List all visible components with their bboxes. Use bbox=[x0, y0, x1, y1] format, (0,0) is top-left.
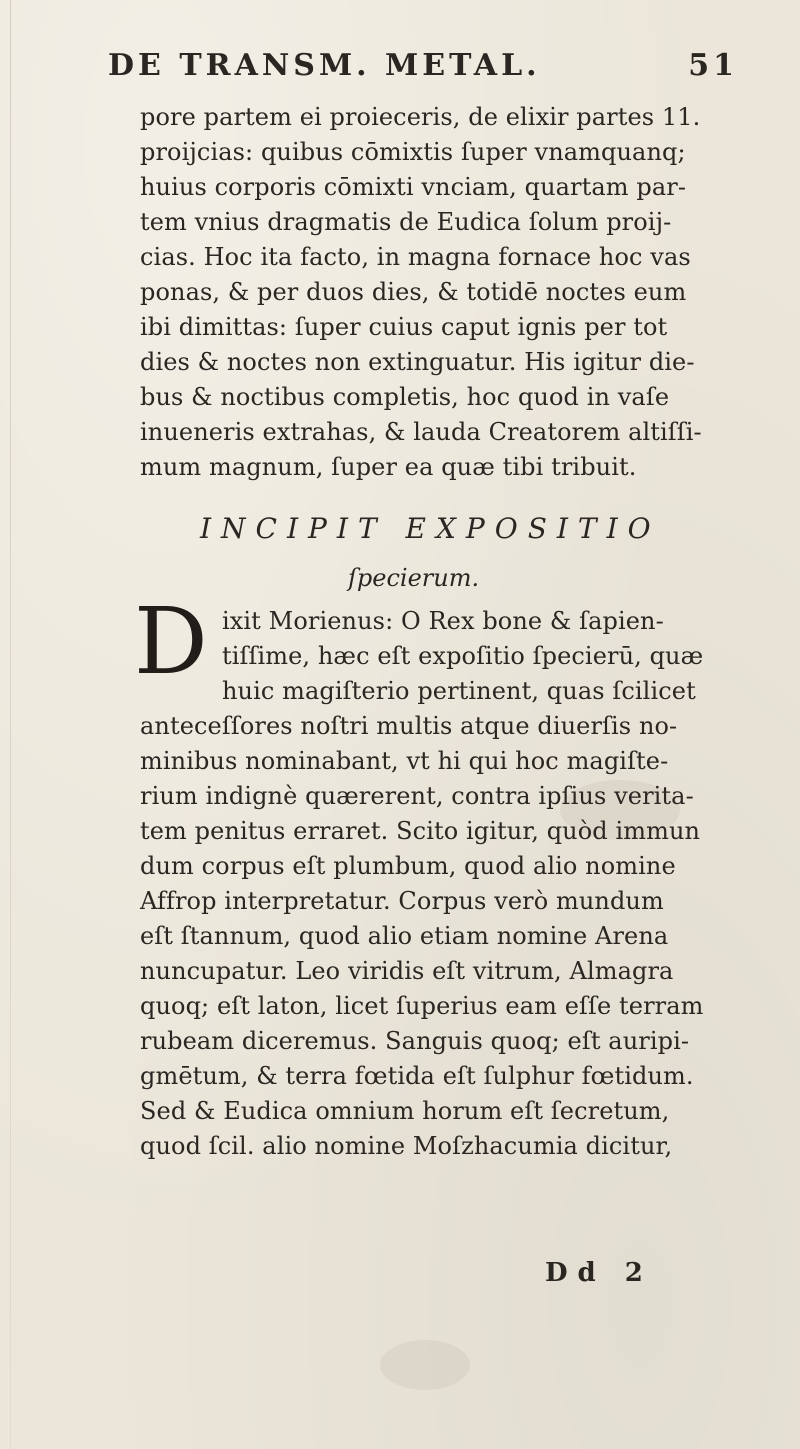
text-line: proijcias: quibus cōmixtis ſuper vnamquanq; bbox=[140, 138, 686, 166]
text-line: rium indignè quærerent, contra ipſius verita- bbox=[140, 782, 694, 810]
running-head bbox=[108, 48, 748, 92]
text-line: dum corpus eſt plumbum, quod alio nomine bbox=[140, 852, 676, 880]
drop-cap-initial: D bbox=[134, 588, 208, 695]
text-line: ibi dimittas: ſuper cuius caput ignis per tot bbox=[140, 313, 668, 341]
text-line: quoq; eſt laton, licet ſuperius eam eſſe terram bbox=[140, 992, 704, 1020]
paragraph-2 bbox=[140, 709, 760, 1164]
text-line: pore partem ei proieceris, de elixir partes 11. bbox=[140, 103, 701, 131]
dropcap-indented-lines bbox=[222, 604, 762, 709]
text-line: tem vnius dragmatis de Eudica ſolum proij- bbox=[140, 208, 672, 236]
text-line: ixit Morienus: O Rex bone & ſapien- bbox=[222, 607, 664, 635]
text-line: quod ſcil. alio nomine Moſzhacumia dicitur, bbox=[140, 1132, 673, 1160]
text-line: minibus nominabant, vt hi qui hoc magiſte- bbox=[140, 747, 669, 775]
text-line: huic magiſterio pertinent, quas ſcilicet bbox=[222, 677, 696, 705]
paragraph-1 bbox=[140, 100, 760, 485]
signature-mark: Dd 2 bbox=[545, 1258, 653, 1288]
page-gutter-edge bbox=[10, 0, 11, 1449]
text-line: nuncupatur. Leo viridis eſt vitrum, Almagra bbox=[140, 957, 674, 985]
page-number: 51 bbox=[688, 48, 738, 83]
running-head-title: DE TRANSM. METAL. bbox=[108, 48, 541, 83]
text-line: ponas, & per duos dies, & totidē noctes eum bbox=[140, 278, 687, 306]
text-line: mum magnum, ſuper ea quæ tibi tribuit. bbox=[140, 453, 637, 481]
section-subheading: ſpecierum. bbox=[348, 564, 480, 592]
text-line: gmētum, & terra fœtida eſt ſulphur fœtidum. bbox=[140, 1062, 694, 1090]
text-line: Sed & Eudica omnium horum eſt ſecretum, bbox=[140, 1097, 670, 1125]
section-heading: INCIPIT EXPOSITIO bbox=[200, 512, 661, 545]
text-line: anteceſſores noſtri multis atque diuerſis no- bbox=[140, 712, 678, 740]
text-line: cias. Hoc ita facto, in magna fornace hoc vas bbox=[140, 243, 691, 271]
text-line: inueneris extrahas, & lauda Creatorem altiſſi- bbox=[140, 418, 702, 446]
paper-stain bbox=[380, 1340, 470, 1390]
text-line: Affrop interpretatur. Corpus verò mundum bbox=[140, 887, 664, 915]
text-line: huius corporis cōmixti vnciam, quartam par- bbox=[140, 173, 687, 201]
text-line: tiſſime, hæc eſt expoſitio ſpecierū, quæ bbox=[222, 642, 704, 670]
text-line: eſt ſtannum, quod alio etiam nomine Arena bbox=[140, 922, 669, 950]
text-line: rubeam diceremus. Sanguis quoq; eſt auripi- bbox=[140, 1027, 690, 1055]
text-line: dies & noctes non extinguatur. His igitur die- bbox=[140, 348, 695, 376]
text-line: tem penitus erraret. Scito igitur, quòd immun bbox=[140, 817, 701, 845]
text-line: bus & noctibus completis, hoc quod in vaſe bbox=[140, 383, 670, 411]
